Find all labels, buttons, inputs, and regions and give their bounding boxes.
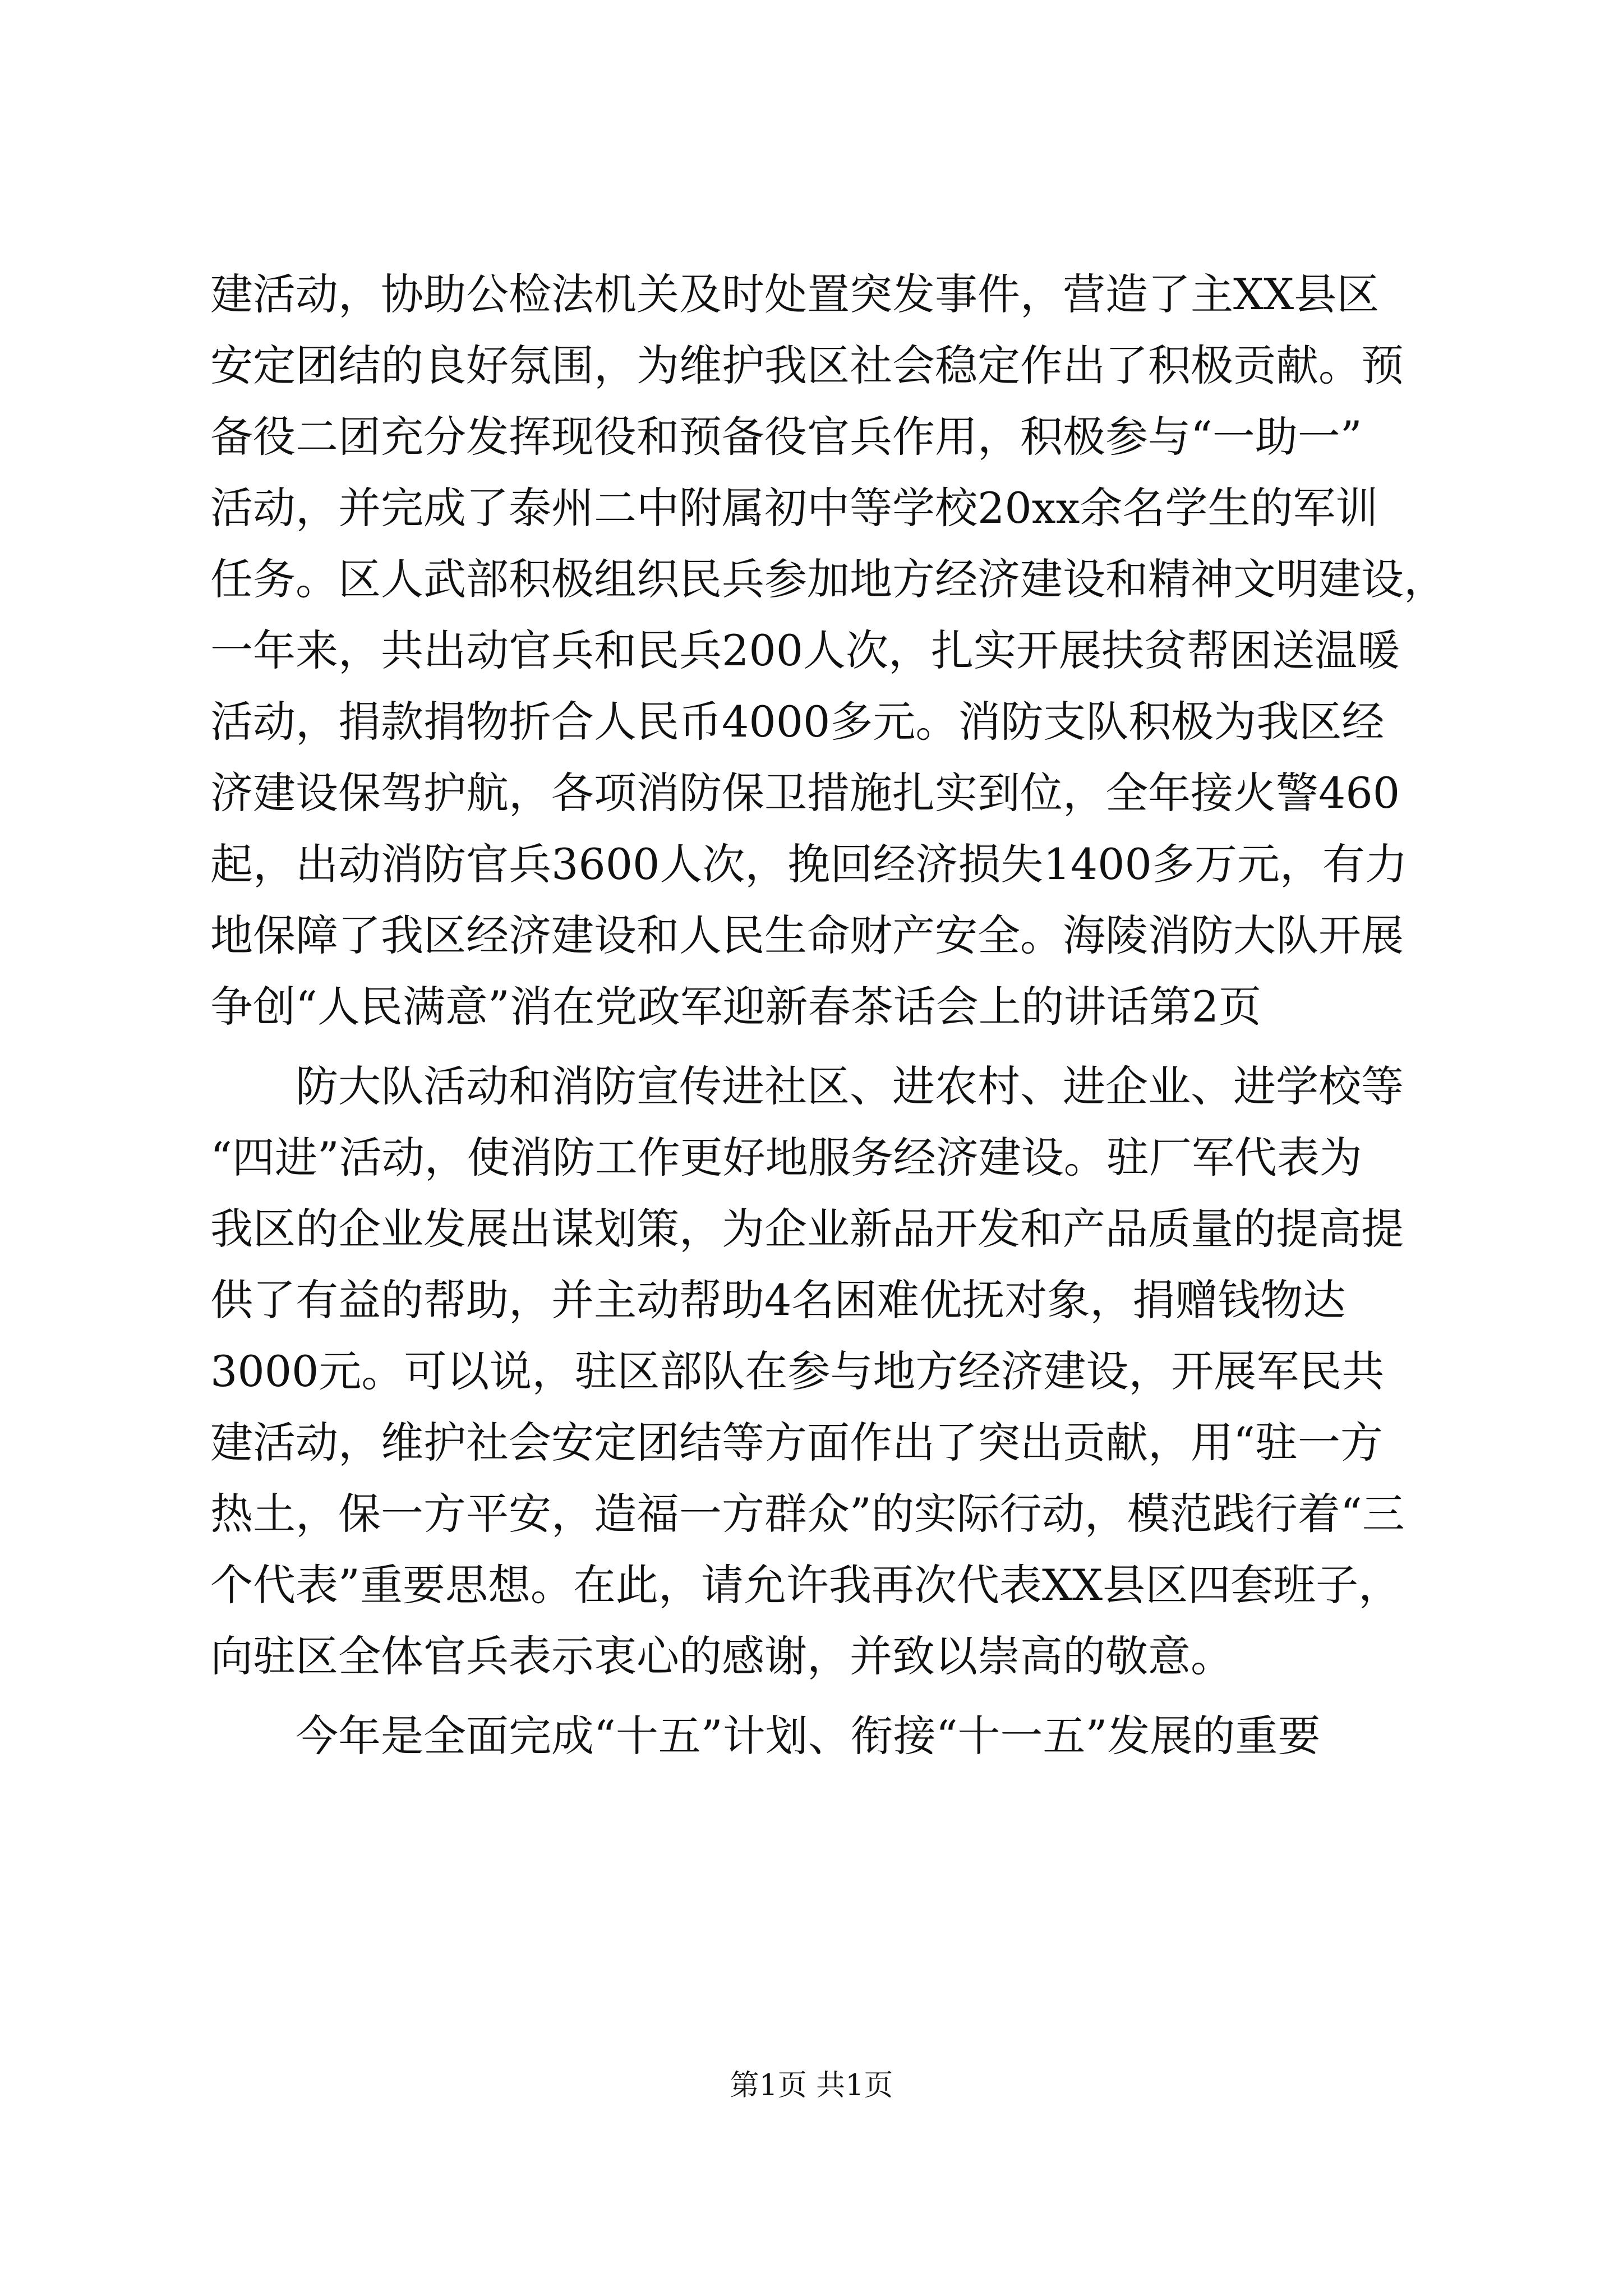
text-line: 建活动，维护社会安定团结等方面作出了突出贡献，用“驻一方 xyxy=(210,1418,1383,1467)
text-line: 3000元。可以说，驻区部队在参与地方经济建设，开展军民共 xyxy=(210,1346,1385,1396)
text-line: 起，出动消防官兵3600人次，挽回经济损失1400多万元，有力 xyxy=(210,839,1408,889)
page-footer: 第1页 共1页 xyxy=(730,2069,893,2102)
text-line: 安定团结的良好氛围，为维护我区社会稳定作出了积极贡献。预 xyxy=(210,341,1404,390)
text-line: 供了有益的帮助，并主动帮助4名困难优抚对象，捐赠钱物达 xyxy=(210,1275,1346,1325)
text-line: 向驻区全体官兵表示衷心的感谢，并致以崇高的敬意。 xyxy=(210,1631,1233,1681)
text-line: 热土，保一方平安，造福一方群众”的实际行动，模范践行着“三 xyxy=(210,1489,1405,1539)
text-line: “四进”活动，使消防工作更好地服务经济建设。驻厂军代表为 xyxy=(210,1133,1362,1182)
text-line: 备役二团充分发挥现役和预备役官兵作用，积极参与“一助一” xyxy=(210,412,1362,462)
text-line: 任务。区人武部积极组织民兵参加地方经济建设和精神文明建设， xyxy=(210,554,1446,604)
text-line: 我区的企业发展出谋划策，为企业新品开发和产品质量的提高提 xyxy=(210,1204,1404,1254)
text-line: 个代表”重要思想。在此，请允许我再次代表XX县区四套班子， xyxy=(210,1560,1401,1610)
text-line: 防大队活动和消防宣传进社区、进农村、进企业、进学校等 xyxy=(210,1061,1404,1111)
text-line: 争创“人民满意”消在党政军迎新春茶话会上的讲话第2页 xyxy=(210,982,1262,1032)
text-line: 建活动，协助公检法机关及时处置突发事件，营造了主XX县区 xyxy=(210,269,1380,319)
text-line: 济建设保驾护航，各项消防保卫措施扎实到位，全年接火警460 xyxy=(210,768,1400,818)
text-line: 地保障了我区经济建设和人民生命财产安全。海陵消防大队开展 xyxy=(210,910,1404,960)
text-line: 活动，并完成了泰州二中附属初中等学校20xx余名学生的军训 xyxy=(210,483,1378,533)
text-line: 活动，捐款捐物折合人民币4000多元。消防支队积极为我区经 xyxy=(210,697,1385,747)
text-line: 今年是全面完成“十五”计划、衔接“十一五”发展的重要 xyxy=(210,1711,1321,1761)
text-line: 一年来，共出动官兵和民兵200人次，扎实开展扶贫帮困送温暖 xyxy=(210,625,1400,675)
